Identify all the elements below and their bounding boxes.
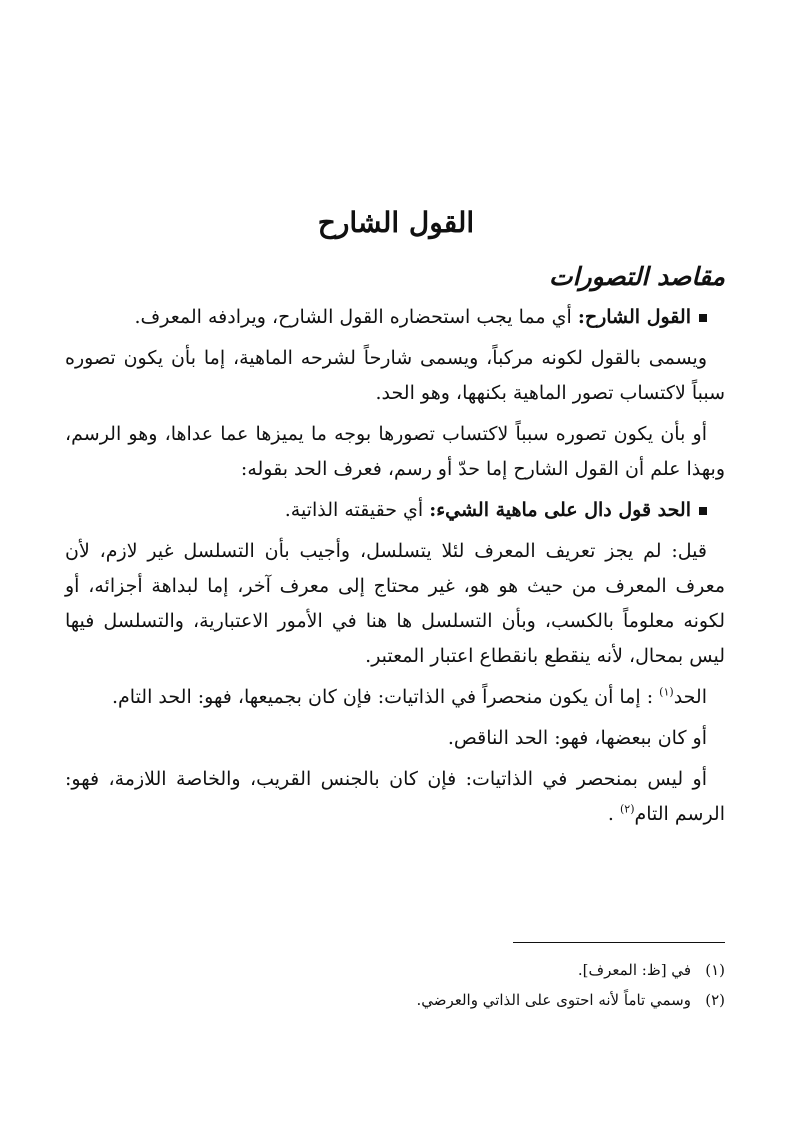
paragraph-3: أو بأن يكون تصوره سبباً لاكتساب تصورها بوجه ما يميزها عما عداها، وهو الرسم، وبهذا علم أن القول الشارح إما حدّ أو رسم، فعرف الحد بقوله: <box>65 423 725 480</box>
paragraph-5: قيل: لم يجز تعريف المعرف لئلا يتسلسل، وأجيب بأن التسلسل غير لازم، لأن معرف المعرف من حيث هو هو، غير محتاج إلى معرف آخر، إما لبداهة أجزائه، أو لكونه معلوماً بالكسب، وبأن التسلسل ها هنا في الأمور الاعتبارية، والتسلسل فيها ليس بمحال، لأنه ينقطع بانقطاع اعتبار المعتبر. <box>65 540 725 667</box>
paragraph-4 <box>65 493 725 528</box>
paragraph-text: أي مما يجب استحضاره القول الشارح، ويرادفه المعرف. <box>134 306 578 328</box>
paragraph-6 <box>65 680 725 715</box>
footnote-text: وسمي تاماً لأنه احتوى على الذاتي والعرضي. <box>416 991 691 1009</box>
footnote-1 <box>65 955 725 985</box>
main-text <box>65 300 725 838</box>
paragraph-7: أو كان ببعضها، فهو: الحد الناقص. <box>447 727 707 749</box>
footnote-number: (١) <box>705 961 725 979</box>
footnote-text: في [ظ: المعرف]. <box>577 961 691 979</box>
footnote-number: (٢) <box>705 991 725 1009</box>
paragraph-text: أو ليس بمنحصر في الذاتيات: فإن كان بالجنس القريب، والخاصة اللازمة، فهو: الرسم التام <box>65 768 725 825</box>
term-heading: القول الشارح: <box>577 306 691 328</box>
paragraph-text: أي حقيقته الذاتية. <box>284 499 430 521</box>
footnote-2 <box>65 985 725 1015</box>
paragraph-8 <box>65 762 725 832</box>
paragraph-1 <box>65 300 725 335</box>
paragraph-2: ويسمى بالقول لكونه مركباً، ويسمى شارحاً لشرحه الماهية، إما بأن يكون تصوره سبباً لاكتساب تصور الماهية بكنهها، وهو الحد. <box>65 347 725 404</box>
paragraph-text: الحد <box>673 686 707 708</box>
term-heading: الحد قول دال على ماهية الشيء: <box>429 499 691 521</box>
bullet-square-icon <box>699 314 707 322</box>
chapter-title: القول الشارح <box>317 206 475 239</box>
footnote-divider <box>513 942 725 943</box>
bullet-square-icon <box>699 507 707 515</box>
footnotes <box>65 955 725 1015</box>
footnote-marker: (٢) <box>619 802 635 816</box>
paragraph-text: : إما أن يكون منحصراً في الذاتيات: فإن كان بجميعها، فهو: الحد التام. <box>111 686 660 708</box>
paragraph-text: . <box>607 803 620 825</box>
footnote-marker: (١) <box>659 685 674 699</box>
section-title: مقاصد التصورات <box>549 262 725 291</box>
